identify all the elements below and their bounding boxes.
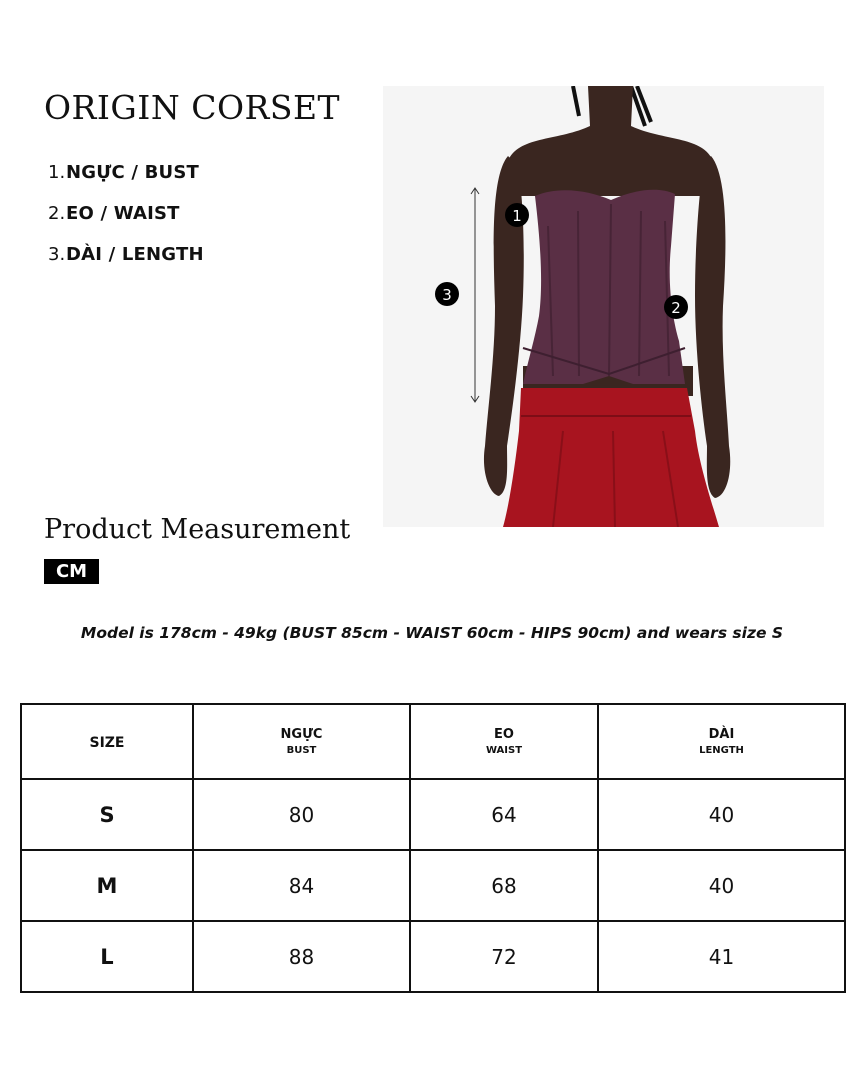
table-row xyxy=(21,779,845,850)
size-cell: M xyxy=(21,850,193,921)
header-size: SIZE xyxy=(21,704,193,779)
bust-cell: 88 xyxy=(193,921,410,992)
skirt-shape xyxy=(503,388,719,527)
marker-3-label: 3 xyxy=(442,286,452,304)
bust-cell: 84 xyxy=(193,850,410,921)
size-cell: S xyxy=(21,779,193,850)
size-cell: L xyxy=(21,921,193,992)
measurement-item-length xyxy=(48,244,204,285)
marker-2-label: 2 xyxy=(671,299,681,317)
model-note: Model is 178cm - 49kg (BUST 85cm - WAIST 60cm - HIPS 90cm) and wears size S xyxy=(80,624,784,642)
table-row xyxy=(21,921,845,992)
header-bust: NGỰC BUST xyxy=(193,704,410,779)
waist-cell: 68 xyxy=(410,850,598,921)
measurement-item-bust xyxy=(48,162,204,203)
measurement-number: 3. xyxy=(48,244,66,265)
measurement-number: 1. xyxy=(48,162,66,183)
measurement-item-waist xyxy=(48,203,204,244)
length-cell: 40 xyxy=(598,850,845,921)
marker-1-label: 1 xyxy=(512,207,522,225)
unit-badge: CM xyxy=(44,559,99,584)
measurement-number: 2. xyxy=(48,203,66,224)
header-waist: EO WAIST xyxy=(410,704,598,779)
measurement-label: NGỰC / BUST xyxy=(66,162,199,183)
header-length: DÀI LENGTH xyxy=(598,704,845,779)
product-photo xyxy=(383,86,824,527)
length-cell: 40 xyxy=(598,779,845,850)
length-cell: 41 xyxy=(598,921,845,992)
bust-cell: 80 xyxy=(193,779,410,850)
measurement-list xyxy=(48,162,204,285)
measurement-label: EO / WAIST xyxy=(66,203,180,224)
table-row xyxy=(21,850,845,921)
measurement-label: DÀI / LENGTH xyxy=(66,244,204,265)
table-header-row xyxy=(21,704,845,779)
waist-cell: 72 xyxy=(410,921,598,992)
size-table xyxy=(20,703,846,993)
model-illustration xyxy=(383,86,824,527)
waist-cell: 64 xyxy=(410,779,598,850)
product-title: ORIGIN CORSET xyxy=(44,88,341,127)
section-title: Product Measurement xyxy=(44,514,351,545)
